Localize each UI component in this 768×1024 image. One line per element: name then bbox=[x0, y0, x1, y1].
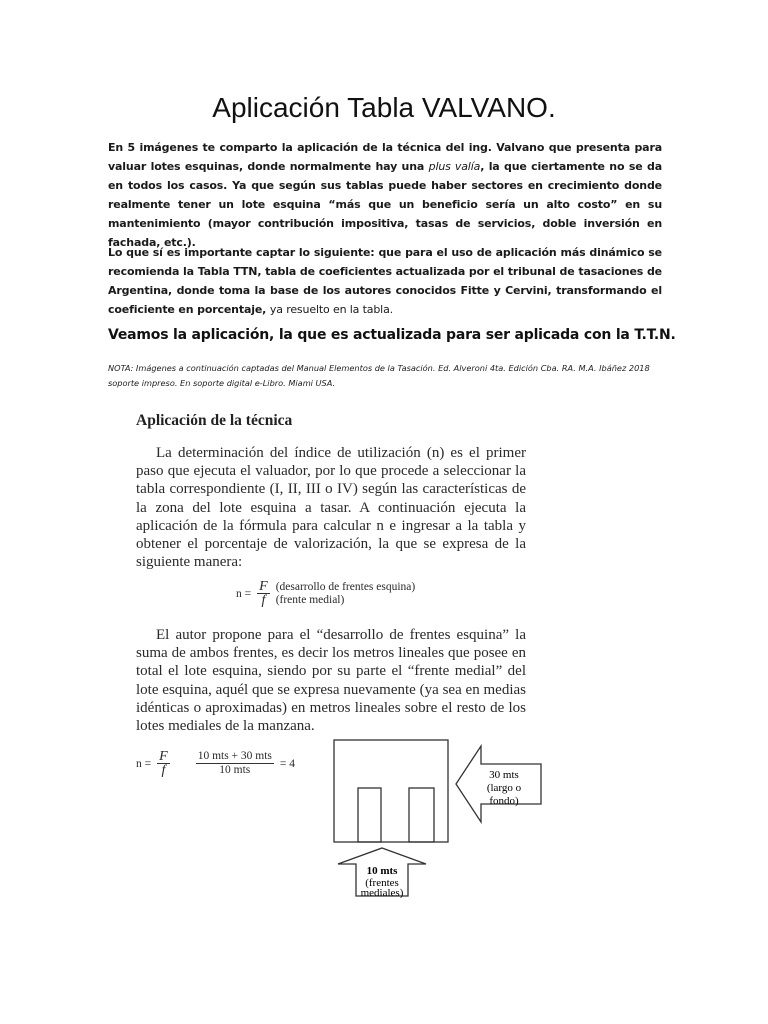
front-label-1: 10 mts bbox=[366, 865, 398, 877]
formula-numerator: F bbox=[259, 579, 268, 594]
formula-labels bbox=[276, 581, 416, 607]
scan-paragraph-1: La determinación del índice de utilización (n) es el primer paso que ejecuta el valuador, por lo que procede a seleccionar la tabla correspondiente (I, II, III o IV) según las características de la zona del lote esquina a tasar. A continuación ejecuta la aplicación de la fórmula para calcular n e ingresar a la tabla y obtener el porcentaje de valorización, la que se expresa de la siguiente manera: bbox=[136, 445, 526, 571]
numerator-label: (desarrollo de frentes esquina) bbox=[275, 580, 416, 593]
medial-lot-1 bbox=[358, 788, 381, 842]
intro-text: En 5 imágenes te comparto la aplicación de la técnica del ing. Valvano que presenta para valuar lotes esquinas, donde normalmente hay una bbox=[108, 141, 662, 173]
block-outline bbox=[334, 740, 448, 842]
intro-paragraph-1 bbox=[108, 138, 662, 252]
depth-label-3: fondo) bbox=[489, 795, 519, 807]
scan-paragraph-2: El autor propone para el “desarrollo de frentes esquina” la suma de ambos frentes, es decir los metros lineales que posee en total el lote esquina, siendo por su parte el “frente medial” del lote esquina, aquél que se expresa nuevamente (ya sea en medias idénticas o aproximadas) en metros lineales sobre el resto de los lotes mediales de la manzana. bbox=[136, 627, 526, 735]
depth-label-1: 30 mts bbox=[489, 769, 519, 781]
example-calc-fraction bbox=[196, 750, 274, 777]
formula-example bbox=[136, 750, 295, 777]
intro-paragraph-2 bbox=[108, 243, 662, 319]
intro-text: Lo que sí es importante captar lo siguiente: que para el uso de aplicación más dinámico se recomienda la Tabla TTN, tabla de coeficientes actualizada por el tribunal de tasaciones de Argentina, donde toma la base de los autores conocidos Fitte y Cervini, transformando el coeficiente en porcentaje, bbox=[108, 246, 662, 316]
formula-definition bbox=[236, 580, 415, 607]
depth-label-2: (largo o bbox=[486, 782, 522, 794]
example-fraction bbox=[157, 750, 170, 777]
example-result: = 4 bbox=[279, 757, 296, 770]
lot-diagram bbox=[326, 736, 556, 898]
formula-fraction bbox=[257, 580, 270, 607]
source-note: NOTA: Imágenes a continuación captadas del Manual Elementos de la Tasación. Ed. Alveroni 4ta. Edición Cba. RA. M.A. Ibáñez 2018 soporte impreso. En soporte digital e-Libro. Miami USA. bbox=[108, 363, 650, 388]
example-calc-numerator: 10 mts + 30 mts bbox=[197, 750, 272, 762]
front-label-2: (frentes bbox=[365, 877, 399, 889]
intro-text-normal: ya resuelto en la tabla. bbox=[269, 303, 394, 316]
front-label-3: mediales) bbox=[360, 887, 404, 898]
plus-valia-emphasis: plus valía bbox=[428, 160, 481, 173]
section-subheading: Veamos la aplicación, la que es actualizada para ser aplicada con la T.T.N. bbox=[108, 327, 676, 343]
example-denominator: f bbox=[161, 763, 166, 778]
example-numerator: F bbox=[159, 749, 168, 764]
formula-lhs: n = bbox=[236, 587, 252, 600]
example-calc-denominator: 10 mts bbox=[219, 764, 251, 776]
denominator-label: (frente medial) bbox=[275, 593, 345, 606]
example-lhs: n = bbox=[136, 757, 152, 770]
intro-text: , la que ciertamente no se da en todos los casos. Ya que según sus tablas puede haber sectores en crecimiento donde realmente tener un lote esquina “más que un beneficio sería un alto costo” en su mantenimiento (mayor contribución impositiva, tasas de servicios, doble inversión en fachada, etc.). bbox=[108, 160, 662, 249]
scan-heading: Aplicación de la técnica bbox=[136, 412, 293, 429]
scanned-book-excerpt bbox=[136, 412, 556, 898]
page-title: Aplicación Tabla VALVANO. bbox=[212, 92, 556, 123]
formula-denominator: f bbox=[261, 593, 266, 608]
medial-lot-2 bbox=[409, 788, 434, 842]
